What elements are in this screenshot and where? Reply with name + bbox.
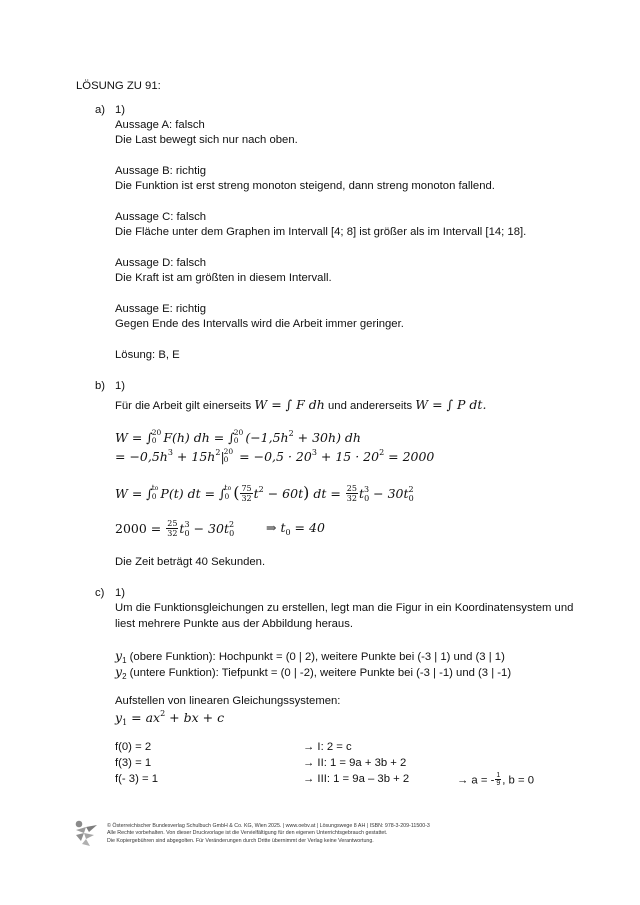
exponent: 3 [364, 485, 370, 494]
lower-limit: 0 [224, 492, 230, 501]
upper-limit-t: t [224, 483, 228, 492]
right-paren: ) [303, 483, 310, 502]
condition-left-1: f(0) = 2 [115, 741, 152, 753]
eq1-part-d: + 30h) dh [293, 430, 361, 445]
work-result-implication [266, 520, 325, 535]
numerator: 75 [241, 484, 252, 493]
part-a-solution: Lösung: B, E [115, 349, 180, 361]
exponent: 2 [229, 520, 235, 529]
publisher-logo [72, 818, 100, 851]
statement-b-text: Die Funktion ist erst streng monoton steigend, dann streng monoton fallend. [115, 180, 495, 192]
subscript: 0 [184, 529, 190, 538]
condition-right-3: → III: 1 = 9a – 3b + 2 [303, 773, 410, 785]
statement-c-title: Aussage C: falsch [115, 211, 207, 223]
exponent: 2 [215, 448, 221, 457]
system-result [457, 773, 534, 788]
upper-limit: 20 [223, 446, 234, 456]
fraction-25-32 [346, 484, 358, 503]
statement-d-text: Die Kraft ist am größten in diesem Intervall. [115, 272, 332, 284]
part-c-intro-line1: Um die Funktionsgleichungen zu erstellen, legt man die Figur in ein Koordinatensystem und [115, 602, 574, 614]
numerator: 25 [346, 484, 357, 493]
subscript: 0 [408, 494, 414, 503]
statement-e-text: Gegen Ende des Intervalls wird die Arbeit immer geringer. [115, 318, 404, 330]
exponent: 3 [311, 448, 317, 457]
eq2-bar: | [220, 449, 225, 464]
exponent: 2 [258, 485, 264, 494]
eq2-part-a: = −0,5h [115, 449, 168, 464]
eq3-part-b: P(t) dt = ∫ [160, 486, 226, 501]
integral-limits [152, 429, 162, 445]
work-equation-2000 [115, 520, 234, 539]
part-b-sub: 1) [115, 380, 126, 392]
y2-subscript: 2 [122, 672, 127, 681]
exponent: 2 [160, 709, 166, 718]
exponent: 3 [167, 448, 173, 457]
statement-b-title: Aussage B: richtig [115, 165, 207, 177]
condition-left-2: f(3) = 1 [115, 757, 152, 769]
footer-fees: Die Kopiergebühren sind abgegolten. Für Veränderungen durch Dritte übernimmt der Verlag keine Verantwortung. [107, 838, 374, 844]
integral-limits [234, 429, 244, 445]
condition-right-1: → I: 2 = c [303, 741, 352, 753]
part-a-sub: 1) [115, 104, 126, 116]
eq1-part-b: F(h) dh = ∫ [163, 430, 235, 445]
eq3-part-f: t [358, 486, 364, 501]
ansatz-part-e: + bx + c [165, 710, 225, 725]
exponent: 2 [408, 485, 414, 494]
intro-mid: und andererseits [328, 400, 413, 412]
part-c-intro-line2: liest mehrere Punkte aus der Abbildung heraus. [115, 618, 354, 630]
upper-limit-o: o [154, 485, 159, 492]
eq4-part-a: 2000 = [115, 521, 166, 536]
eq2-part-f: = 2000 [384, 449, 435, 464]
lower-function-line [115, 664, 511, 679]
denominator: 9 [496, 780, 501, 787]
ansatz-y: y [115, 710, 123, 725]
y2-description: (untere Funktion): Tiefpunkt = (0 | -2), weitere Punkte bei (-3 | -1) und (3 | -1) [126, 667, 512, 679]
page-title: LÖSUNG ZU 91: [76, 80, 161, 92]
footer-copyright: © Österreichischer Bundesverlag Schulbuch GmbH & Co. KG, Wien 2025. | www.oebv.at | Lösungswege 8 AH | ISBN: 978-3-209-11500-3 [107, 823, 430, 829]
footer-rights: Alle Rechte vorbehalten. Von dieser Druckvorlage ist die Vervielfältigung für den eigenen Unterrichtsgebrauch gestattet. [107, 830, 388, 836]
eq1-part-a: W = ∫ [115, 430, 153, 445]
eq3-part-d: − 60t [263, 486, 304, 501]
denominator: 32 [346, 494, 357, 503]
work-intro [115, 397, 486, 412]
upper-limit-o: o [227, 485, 232, 492]
quadratic-ansatz [115, 710, 224, 725]
ansatz-subscript: 1 [122, 718, 128, 727]
left-paren: ( [233, 483, 240, 502]
eq3-part-c: t [253, 486, 259, 501]
lower-limit: 0 [151, 492, 157, 501]
numerator: 1 [496, 772, 501, 779]
work-power-integral [115, 483, 414, 504]
statement-a-title: Aussage A: falsch [115, 119, 205, 131]
lower-limit: 0 [151, 435, 157, 445]
condition-right-2: → II: 1 = 9a + 3b + 2 [303, 757, 407, 769]
statement-d-title: Aussage D: falsch [115, 257, 207, 269]
part-b-result: Die Zeit beträgt 40 Sekunden. [115, 556, 266, 568]
subscript: 0 [285, 528, 291, 537]
eq3-part-g: − 30t [369, 486, 409, 501]
integral-limits [152, 484, 159, 501]
eq4-part-e: = 40 [290, 520, 325, 535]
ansatz-part-c: = ax [127, 710, 161, 725]
statement-c-text: Die Fläche unter dem Graphen im Intervall [4; 8] ist größer als im Intervall [14; 18]. [115, 226, 527, 238]
upper-function-line [115, 648, 505, 663]
eq1-part-c: (−1,5h [245, 430, 289, 445]
fraction-1-9 [495, 772, 501, 787]
eq2-part-e: + 15 · 20 [316, 449, 380, 464]
exponent: 2 [379, 448, 385, 457]
y1-description: (obere Funktion): Hochpunkt = (0 | 2), weitere Punkte bei (-3 | 1) und (3 | 1) [126, 651, 505, 663]
y2-variable: y [115, 664, 123, 679]
upper-limit: 20 [151, 427, 162, 437]
denominator: 32 [241, 494, 252, 503]
part-a-label: a) [95, 104, 106, 116]
eq2-part-d: = −0,5 · 20 [235, 449, 312, 464]
intro-pre: Für die Arbeit gilt einerseits [115, 400, 252, 412]
intro-formula-power: W = ∫ P dt. [415, 397, 487, 412]
part-b-label: b) [95, 380, 106, 392]
exponent: 3 [184, 520, 190, 529]
eq3-part-a: W = ∫ [115, 486, 153, 501]
part-c-sub: 1) [115, 587, 126, 599]
part-c-label: c) [95, 587, 105, 599]
eq2-part-b: + 15h [172, 449, 216, 464]
eq3-part-e: dt = [309, 486, 345, 501]
upper-limit-t: t [151, 483, 155, 492]
y1-subscript: 1 [122, 656, 127, 665]
result-pre: → a = - [457, 774, 495, 787]
integral-limits [225, 484, 232, 501]
lower-limit: 0 [233, 435, 239, 445]
fraction-75-32 [240, 484, 252, 503]
denominator: 32 [167, 529, 178, 538]
upper-limit: 20 [233, 427, 244, 437]
numerator: 25 [167, 519, 178, 528]
exponent: 2 [288, 429, 294, 438]
systems-title: Aufstellen von linearen Gleichungssystemen: [115, 695, 341, 707]
work-integral-line2 [115, 446, 435, 466]
eq4-part-b: t [179, 521, 185, 536]
subscript: 0 [229, 529, 235, 538]
eq4-part-c: − 30t [189, 521, 229, 536]
work-integral-line1 [115, 427, 361, 447]
fraction-25-32 [166, 519, 178, 538]
result-post: , b = 0 [502, 774, 534, 787]
intro-formula-force: W = ∫ F dh [254, 397, 325, 412]
statement-a-text: Die Last bewegt sich nur nach oben. [115, 134, 298, 146]
y1-variable: y [115, 648, 123, 663]
eq4-part-d: ⇒ t [266, 520, 286, 535]
evaluation-limits [224, 448, 234, 464]
condition-left-3: f(- 3) = 1 [115, 773, 159, 785]
subscript: 0 [364, 494, 370, 503]
statement-e-title: Aussage E: richtig [115, 303, 207, 315]
lower-limit: 0 [223, 454, 229, 464]
